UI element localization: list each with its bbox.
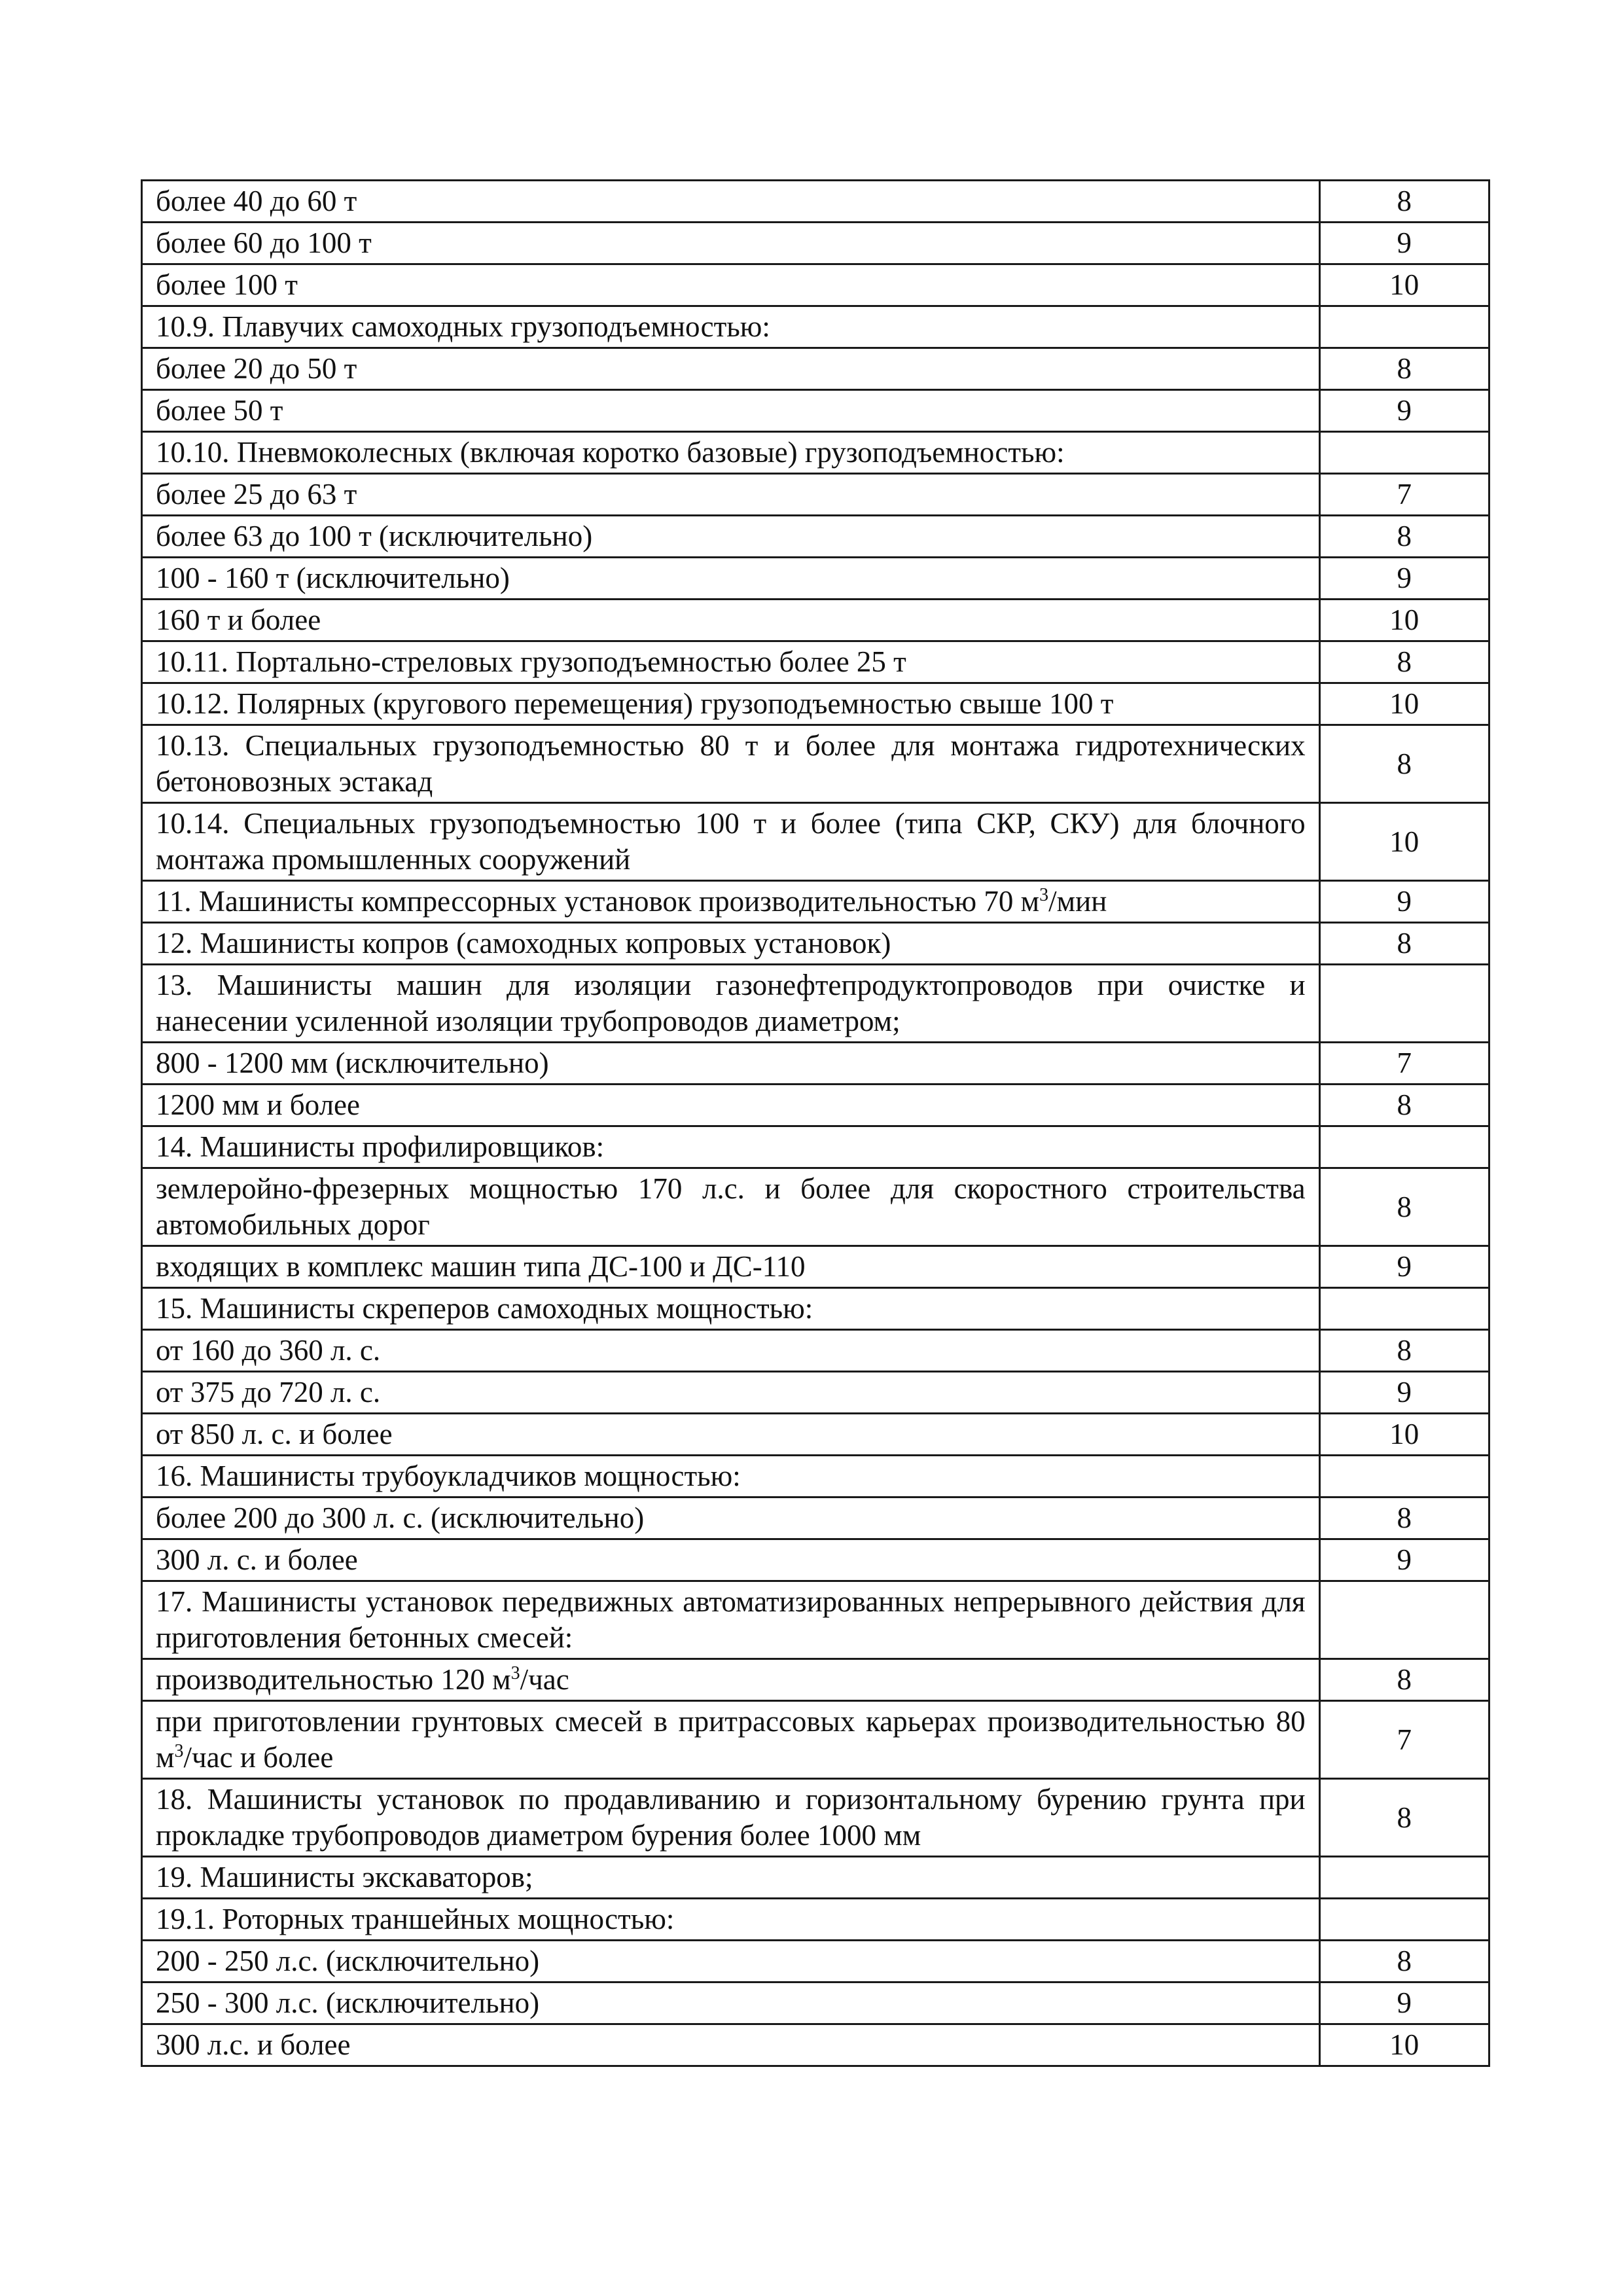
table-row	[142, 1779, 1489, 1857]
row-value: 7	[1319, 1043, 1489, 1085]
row-text: 17. Машинисты установок передвижных автоматизированных непрерывного действия для приготовления бетонных смесей:	[142, 1581, 1320, 1659]
row-text: 10.13. Специальных грузоподъемностью 80 т и более для монтажа гидротехнических бетоновозных эстакад	[142, 725, 1320, 803]
row-text: 10.11. Портально-стреловых грузоподъемностью более 25 т	[142, 641, 1320, 683]
row-text-part: при приготовлении грунтовых смесей в притрассовых карьерах производительностью 80 м	[156, 1705, 1306, 1774]
table-row	[142, 348, 1489, 390]
table-row	[142, 1168, 1489, 1246]
table-row	[142, 1456, 1489, 1498]
row-value: 10	[1319, 264, 1489, 306]
row-text: от 160 до 360 л. с.	[142, 1330, 1320, 1372]
superscript: 3	[510, 1663, 520, 1683]
table-row	[142, 1659, 1489, 1701]
row-text: 19. Машинисты экскаваторов;	[142, 1857, 1320, 1899]
table-row	[142, 1414, 1489, 1456]
row-text: более 25 до 63 т	[142, 474, 1320, 516]
row-value	[1319, 1126, 1489, 1168]
table-row	[142, 803, 1489, 881]
table-row	[142, 516, 1489, 558]
row-value: 9	[1319, 390, 1489, 432]
row-value: 7	[1319, 474, 1489, 516]
table-row	[142, 1043, 1489, 1085]
row-text: более 63 до 100 т (исключительно)	[142, 516, 1320, 558]
row-text	[142, 1701, 1320, 1779]
row-text: более 60 до 100 т	[142, 223, 1320, 264]
table-row	[142, 1899, 1489, 1941]
table-row	[142, 1085, 1489, 1126]
table-row	[142, 600, 1489, 641]
table-row	[142, 1581, 1489, 1659]
row-text: от 850 л. с. и более	[142, 1414, 1320, 1456]
row-text: землеройно-фрезерных мощностью 170 л.с. и более для скоростного строительства автомобильных дорог	[142, 1168, 1320, 1246]
row-text: 100 - 160 т (исключительно)	[142, 558, 1320, 600]
row-text-part: производительностью 120 м	[156, 1663, 511, 1696]
row-value: 9	[1319, 223, 1489, 264]
row-text-part: /час и более	[183, 1741, 334, 1774]
row-value	[1319, 1456, 1489, 1498]
row-value: 8	[1319, 516, 1489, 558]
row-value: 10	[1319, 2024, 1489, 2066]
table-row	[142, 1701, 1489, 1779]
row-text	[142, 881, 1320, 923]
table-row	[142, 1539, 1489, 1581]
row-value: 8	[1319, 1941, 1489, 1982]
table-row	[142, 1982, 1489, 2024]
row-text: от 375 до 720 л. с.	[142, 1372, 1320, 1414]
row-value: 9	[1319, 1982, 1489, 2024]
table-row	[142, 683, 1489, 725]
row-value: 10	[1319, 683, 1489, 725]
table-row	[142, 1246, 1489, 1288]
row-text-part: /час	[520, 1663, 569, 1696]
row-text-part: /мин	[1048, 885, 1107, 918]
superscript: 3	[1039, 885, 1049, 905]
row-value	[1319, 1581, 1489, 1659]
row-value: 9	[1319, 1539, 1489, 1581]
row-text: 16. Машинисты трубоукладчиков мощностью:	[142, 1456, 1320, 1498]
table-row	[142, 474, 1489, 516]
row-text: 10.9. Плавучих самоходных грузоподъемностью:	[142, 306, 1320, 348]
table-row	[142, 390, 1489, 432]
table-row	[142, 965, 1489, 1043]
row-value: 8	[1319, 1659, 1489, 1701]
row-text: более 50 т	[142, 390, 1320, 432]
row-value	[1319, 1288, 1489, 1330]
row-text: более 40 до 60 т	[142, 181, 1320, 223]
table-row	[142, 264, 1489, 306]
row-text: входящих в комплекс машин типа ДС-100 и ДС-110	[142, 1246, 1320, 1288]
row-text-part: 11. Машинисты компрессорных установок производительностью 70 м	[156, 885, 1040, 918]
row-value: 8	[1319, 641, 1489, 683]
row-value	[1319, 965, 1489, 1043]
row-value	[1319, 432, 1489, 474]
row-text: 18. Машинисты установок по продавливанию и горизонтальному бурению грунта при прокладке трубопроводов диаметром бурения более 1000 мм	[142, 1779, 1320, 1857]
row-text: более 100 т	[142, 264, 1320, 306]
row-value: 8	[1319, 1498, 1489, 1539]
row-text: 19.1. Роторных траншейных мощностью:	[142, 1899, 1320, 1941]
row-value: 8	[1319, 1168, 1489, 1246]
row-value: 8	[1319, 348, 1489, 390]
table-row	[142, 1330, 1489, 1372]
table-row	[142, 641, 1489, 683]
row-value	[1319, 1857, 1489, 1899]
row-text: 200 - 250 л.с. (исключительно)	[142, 1941, 1320, 1982]
row-value: 9	[1319, 558, 1489, 600]
row-value: 8	[1319, 725, 1489, 803]
table-row	[142, 1288, 1489, 1330]
table-row	[142, 1126, 1489, 1168]
row-text: 160 т и более	[142, 600, 1320, 641]
row-value: 8	[1319, 1779, 1489, 1857]
rates-table	[141, 179, 1490, 2067]
row-text: 300 л. с. и более	[142, 1539, 1320, 1581]
row-text	[142, 1659, 1320, 1701]
row-value	[1319, 1899, 1489, 1941]
row-value: 7	[1319, 1701, 1489, 1779]
row-text: 800 - 1200 мм (исключительно)	[142, 1043, 1320, 1085]
table-row	[142, 923, 1489, 965]
table-row	[142, 1857, 1489, 1899]
row-value: 8	[1319, 1085, 1489, 1126]
row-text: 14. Машинисты профилировщиков:	[142, 1126, 1320, 1168]
row-text: 10.14. Специальных грузоподъемностью 100 т и более (типа СКР, СКУ) для блочного монтажа промышленных сооружений	[142, 803, 1320, 881]
row-text: 300 л.с. и более	[142, 2024, 1320, 2066]
table-row	[142, 1498, 1489, 1539]
superscript: 3	[174, 1741, 184, 1761]
row-text: 13. Машинисты машин для изоляции газонефтепродуктопроводов при очистке и нанесении усиленной изоляции трубопроводов диаметром;	[142, 965, 1320, 1043]
row-value: 8	[1319, 181, 1489, 223]
row-text: 12. Машинисты копров (самоходных копровых установок)	[142, 923, 1320, 965]
table-row	[142, 881, 1489, 923]
row-value: 9	[1319, 1372, 1489, 1414]
table-row	[142, 725, 1489, 803]
row-value: 10	[1319, 803, 1489, 881]
table-row	[142, 223, 1489, 264]
row-text: 1200 мм и более	[142, 1085, 1320, 1126]
row-value: 8	[1319, 923, 1489, 965]
table-row	[142, 558, 1489, 600]
row-value: 10	[1319, 600, 1489, 641]
row-text: 10.12. Полярных (кругового перемещения) грузоподъемностью свыше 100 т	[142, 683, 1320, 725]
row-text: более 20 до 50 т	[142, 348, 1320, 390]
table-row	[142, 2024, 1489, 2066]
row-value: 9	[1319, 881, 1489, 923]
row-value: 8	[1319, 1330, 1489, 1372]
row-value	[1319, 306, 1489, 348]
row-value: 10	[1319, 1414, 1489, 1456]
row-value: 9	[1319, 1246, 1489, 1288]
row-text: 250 - 300 л.с. (исключительно)	[142, 1982, 1320, 2024]
row-text: более 200 до 300 л. с. (исключительно)	[142, 1498, 1320, 1539]
table-row	[142, 432, 1489, 474]
table-row	[142, 1941, 1489, 1982]
row-text: 15. Машинисты скреперов самоходных мощностью:	[142, 1288, 1320, 1330]
row-text: 10.10. Пневмоколесных (включая коротко базовые) грузоподъемностью:	[142, 432, 1320, 474]
table-row	[142, 306, 1489, 348]
table-row	[142, 1372, 1489, 1414]
table-row	[142, 181, 1489, 223]
